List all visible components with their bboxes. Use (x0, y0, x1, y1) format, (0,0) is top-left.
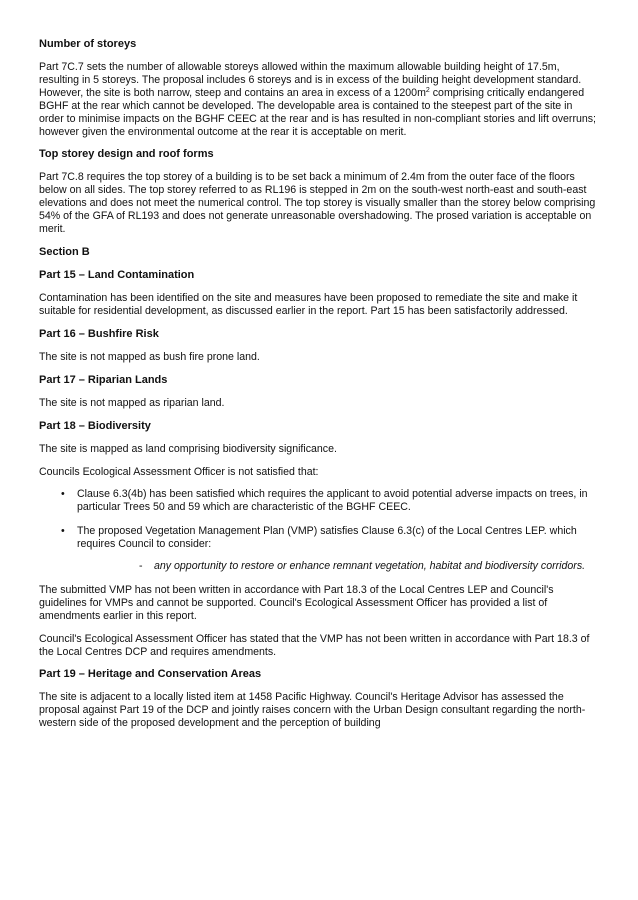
paragraph-part-18-amendments: Council's Ecological Assessment Officer has stated that the VMP has not been written in accordance with Part 18.3 of the Local Centres DCP and requires amendments. (39, 632, 590, 658)
heading-part-17: Part 17 – Riparian Lands (39, 373, 168, 386)
paragraph-part-15: Contamination has been identified on the site and measures have been proposed to remediate the site and make it suitable for residential development, as discussed earlier in the report. Part 15 has been satisfactorily addressed. (39, 291, 578, 317)
storeys-text-a: Part 7C.7 sets the number of allowable storeys allowed within the maximum allowable building height of 17.5m, resulting in 5 storeys. The proposal includes 6 storeys and is in excess of the building height development standard. However, the site is both narrow, steep and contains an area in excess of a 1200m (39, 61, 582, 99)
heading-section-b: Section B (39, 245, 90, 258)
paragraph-part-19: The site is adjacent to a locally listed item at 1458 Pacific Highway. Council's Heritage Advisor has assessed the proposal against Part 19 of the DCP and jointly raises concern with the Urban Design consultant regarding the north-western side of the proposed development and the perception of building (39, 691, 586, 730)
dash-icon: - (139, 560, 143, 573)
paragraph-part-17: The site is not mapped as riparian land. (39, 396, 225, 409)
paragraph-part-16: The site is not mapped as bush fire prone land. (39, 350, 260, 363)
heading-top-storey: Top storey design and roof forms (39, 148, 214, 161)
sub-item (77, 560, 598, 573)
storeys-text-b: comprising critically endangered BGHF at the rear which cannot be developed. The developable area is contained to the steepest part of the site in order to minimise impacts on the BGHF CEEC at the rear and is has resulted in non-compliant stories and lift overruns; however given the environmental outcome at the rear it is acceptable on merit. (39, 86, 597, 138)
heading-part-15: Part 15 – Land Contamination (39, 268, 195, 281)
heading-part-16: Part 16 – Bushfire Risk (39, 327, 159, 340)
bullet-text-1: Clause 6.3(4b) has been satisfied which requires the applicant to avoid potential adverse impacts on trees, in particular Trees 50 and 59 which are characteristic of the BGHF CEEC. (77, 488, 588, 514)
paragraph-top-storey: Part 7C.8 requires the top storey of a building is to be set back a minimum of 2.4m from the outer face of the floors below on all sides. The top storey referred to as RL196 is stepped in 2m on the south-west north-east and south-east elevations and does not meet the numerical control. The top storey is visually smaller than the storey below comprising 54% of the GFA of RL193 and does not generate unreasonable overshadowing. The prosed variation is acceptable on merit. (39, 171, 596, 236)
heading-part-19: Part 19 – Heritage and Conservation Areas (39, 668, 262, 681)
bullet-item-2 (39, 525, 598, 573)
paragraph-storeys (39, 61, 598, 138)
heading-part-18: Part 18 – Biodiversity (39, 419, 151, 432)
paragraph-part-18-intro: The site is mapped as land comprising biodiversity significance. (39, 442, 337, 455)
superscript-squared: 2 (425, 86, 430, 94)
bullet-item-1 (39, 488, 598, 514)
paragraph-part-18-vmp: The submitted VMP has not been written in accordance with Part 18.3 of the Local Centres LEP and Council's guidelines for VMPs and cannot be supported. Council's Ecological Assessment Officer has provided a list of amendments earlier in this report. (39, 583, 554, 622)
bullet-icon: • (61, 488, 65, 501)
bullet-list (39, 488, 598, 573)
paragraph-part-18-officer: Councils Ecological Assessment Officer is not satisfied that: (39, 465, 319, 478)
heading-number-of-storeys: Number of storeys (39, 38, 137, 50)
bullet-text-2: The proposed Vegetation Management Plan (VMP) satisfies Clause 6.3(c) of the Local Centres LEP. which requires Council to consider: (77, 525, 577, 551)
bullet-icon: • (61, 525, 65, 538)
sub-item-text: any opportunity to restore or enhance remnant vegetation, habitat and biodiversity corridors. (154, 560, 586, 573)
